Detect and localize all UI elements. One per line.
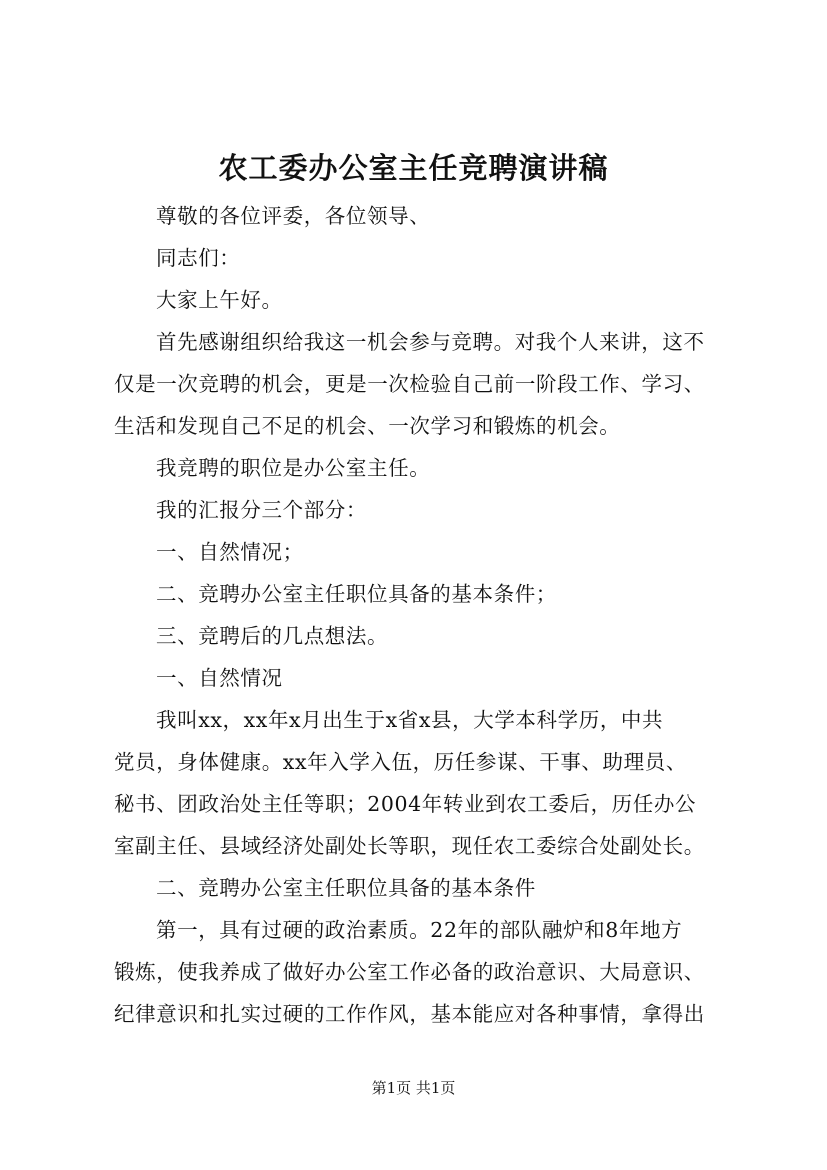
paragraph-salutation-1: [114, 195, 726, 237]
page-footer: 第1页 共1页: [371, 1079, 456, 1097]
paragraph-position: [114, 447, 726, 489]
text-line: 我叫xx，xx年x月出生于x省x县，大学本科学历，中共: [156, 708, 664, 732]
text-line: 我的汇报分三个部分：: [156, 498, 367, 522]
paragraph-outline-item-1: [114, 531, 726, 573]
document-body: [114, 195, 726, 1035]
document-title: 农工委办公室主任竞聘演讲稿: [218, 151, 609, 185]
paragraph-outline-item-2: [114, 573, 726, 615]
text-line: 室副主任、县域经济处副处长等职，现任农工委综合处副处长。: [114, 834, 705, 858]
text-line: 生活和发现自己不足的机会、一次学习和锻炼的机会。: [114, 414, 621, 438]
text-line: 二、竞聘办公室主任职位具备的基本条件；: [156, 582, 557, 606]
paragraph-outline-intro: [114, 489, 726, 531]
paragraph-outline-item-3: [114, 615, 726, 657]
text-line: 秘书、团政治处主任等职；2004年转业到农工委后，历任办公: [114, 792, 697, 816]
text-line: 尊敬的各位评委，各位领导、: [156, 204, 431, 228]
section-heading-2: [114, 867, 726, 909]
text-line: 第一，具有过硬的政治素质。22年的部队融炉和8年地方: [156, 918, 683, 942]
paragraph-salutation-2: [114, 237, 726, 279]
text-line: 首先感谢组织给我这一机会参与竞聘。对我个人来讲，这不: [156, 330, 705, 354]
text-line: 同志们：: [156, 246, 241, 270]
text-line: 二、竞聘办公室主任职位具备的基本条件: [156, 876, 536, 900]
text-line: 一、自然情况；: [156, 540, 304, 564]
text-line: 锻炼，使我养成了做好办公室工作必备的政治意识、大局意识、: [114, 960, 705, 984]
paragraph-self-intro: [114, 699, 726, 867]
text-line: 仅是一次竞聘的机会，更是一次检验自己前一阶段工作、学习、: [114, 372, 705, 396]
paragraph-political-quality: [114, 909, 726, 1035]
text-line: 一、自然情况: [156, 666, 283, 690]
text-line: 党员，身体健康。xx年入学入伍，历任参谋、干事、助理员、: [114, 750, 687, 774]
text-line: 纪律意识和扎实过硬的工作作风，基本能应对各种事情，拿得出: [114, 1002, 705, 1026]
paragraph-thanks: [114, 321, 726, 447]
paragraph-greeting: [114, 279, 726, 321]
text-line: 三、竞聘后的几点想法。: [156, 624, 389, 648]
section-heading-1: [114, 657, 726, 699]
text-line: 大家上午好。: [156, 288, 283, 312]
text-line: 我竞聘的职位是办公室主任。: [156, 456, 431, 480]
